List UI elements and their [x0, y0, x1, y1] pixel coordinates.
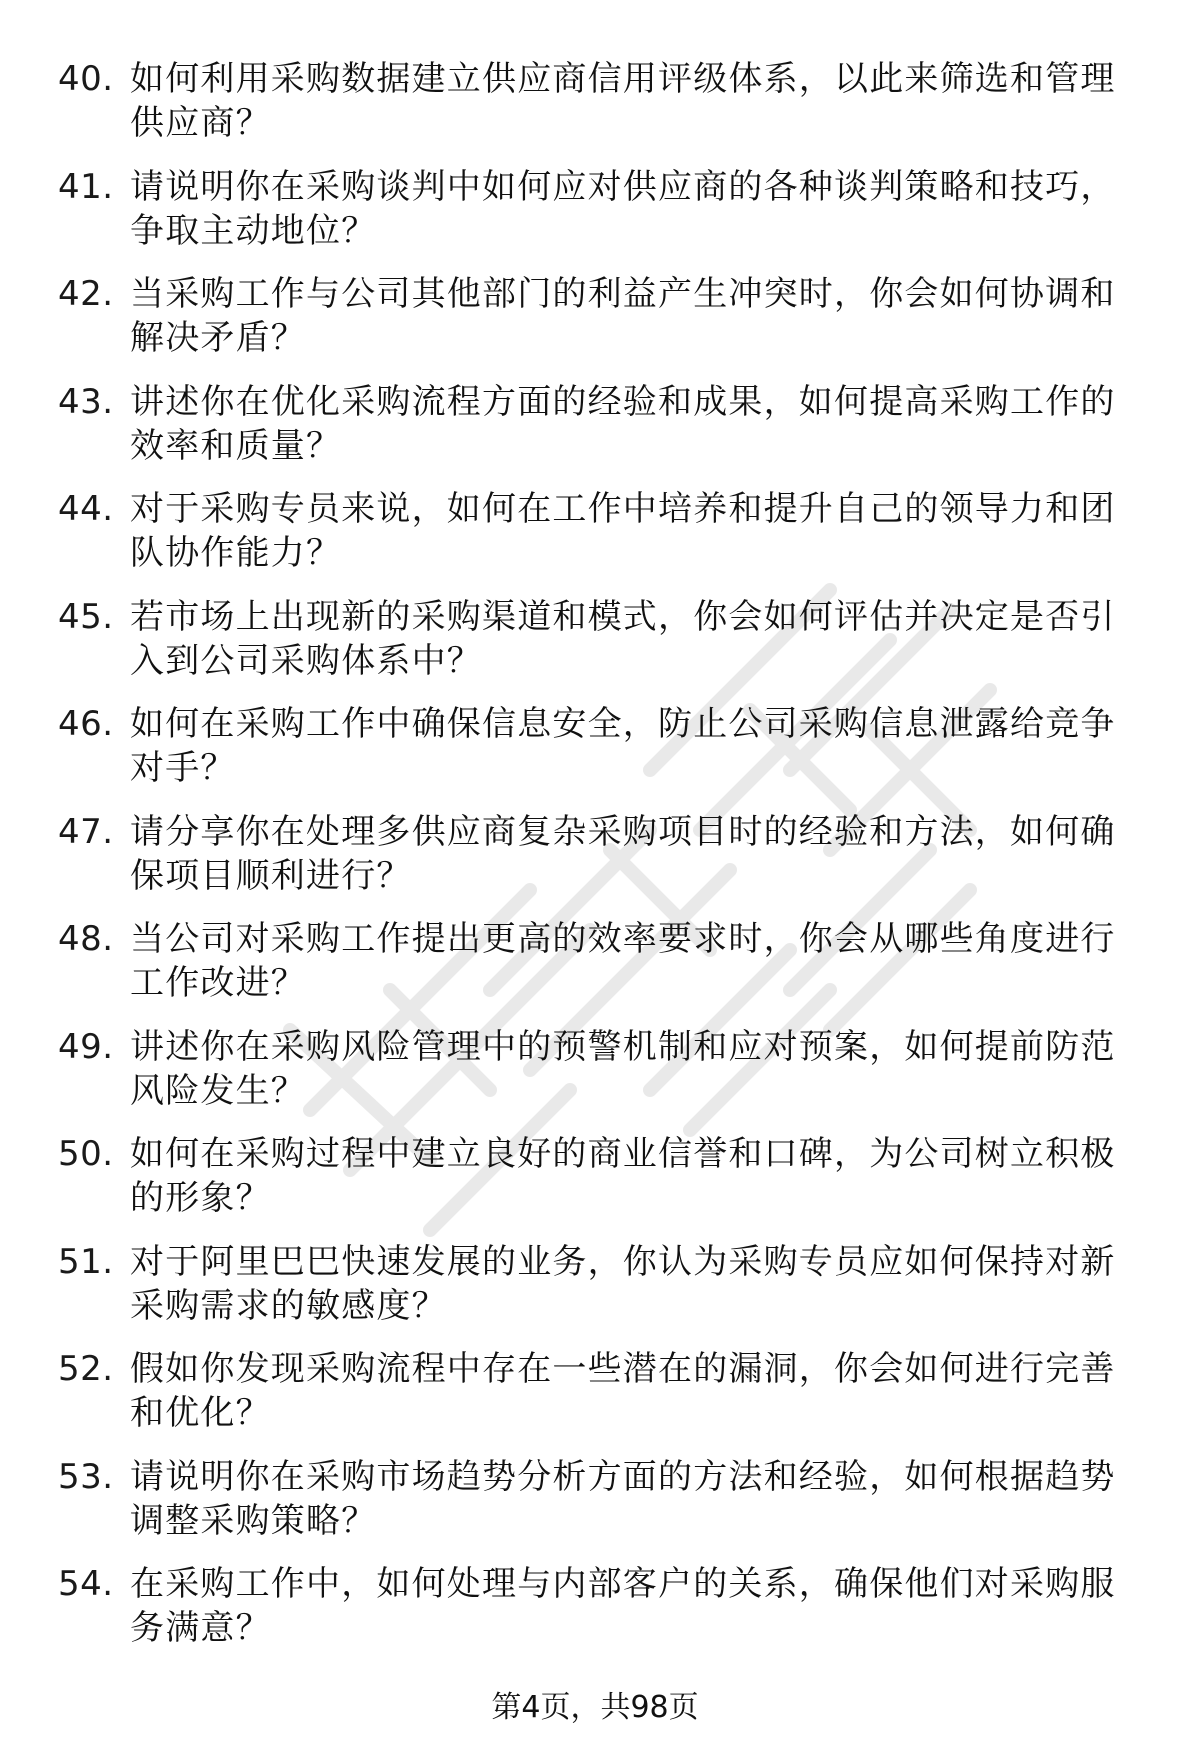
question-line: 供应商？ — [130, 103, 271, 143]
question-text — [130, 1132, 1190, 1220]
question-line: 在采购工作中，如何处理与内部客户的关系，确保他们对采购服 — [130, 1564, 1116, 1604]
list-item — [58, 156, 1148, 264]
list-item — [58, 1553, 1148, 1661]
question-number: 52. — [58, 1349, 114, 1389]
question-text — [130, 1562, 1190, 1650]
question-line: 风险发生？ — [130, 1070, 306, 1111]
question-text — [130, 1347, 1190, 1435]
question-list — [58, 48, 1148, 1661]
list-item — [58, 1231, 1148, 1339]
question-text — [130, 917, 1190, 1005]
list-item — [58, 693, 1148, 801]
question-number: 49. — [58, 1026, 114, 1067]
question-line: 对手？ — [130, 748, 236, 788]
question-number: 51. — [58, 1241, 114, 1282]
list-item — [58, 1016, 1148, 1124]
question-line: 采购需求的敏感度？ — [130, 1285, 447, 1326]
question-line: 如何利用采购数据建立供应商信用评级体系，以此来筛选和管理 — [130, 59, 1116, 99]
question-line: 调整采购策略？ — [130, 1500, 377, 1541]
question-number: 53. — [58, 1456, 114, 1497]
question-text — [130, 595, 1190, 683]
question-text — [130, 1455, 1190, 1543]
question-line: 当采购工作与公司其他部门的利益产生冲突时，你会如何协调和 — [130, 274, 1116, 314]
question-text — [130, 810, 1190, 898]
list-item — [58, 478, 1148, 586]
question-number: 40. — [58, 59, 114, 99]
page-footer: 第4页，共98页 — [491, 1690, 699, 1725]
question-number: 50. — [58, 1134, 114, 1174]
question-line: 保项目顺利进行？ — [130, 855, 412, 896]
question-line: 对于采购专员来说，如何在工作中培养和提升自己的领导力和团 — [130, 489, 1116, 529]
list-item — [58, 1123, 1148, 1231]
question-line: 如何在采购过程中建立良好的商业信誉和口碑，为公司树立积极 — [130, 1134, 1116, 1174]
question-text — [130, 487, 1190, 575]
question-text — [130, 57, 1190, 145]
question-number: 44. — [58, 489, 114, 529]
question-line: 务满意？ — [130, 1608, 271, 1648]
question-text — [130, 702, 1190, 790]
question-number: 54. — [58, 1564, 114, 1604]
question-number: 47. — [58, 811, 114, 852]
question-line: 请说明你在采购谈判中如何应对供应商的各种谈判策略和技巧， — [130, 166, 1116, 207]
question-line: 工作改进？ — [130, 963, 306, 1003]
question-text — [130, 165, 1190, 253]
question-text — [130, 1025, 1190, 1113]
question-line: 解决矛盾？ — [130, 318, 306, 358]
question-line: 入到公司采购体系中？ — [130, 640, 482, 681]
question-line: 如何在采购工作中确保信息安全，防止公司采购信息泄露给竞争 — [130, 704, 1116, 744]
question-line: 效率和质量？ — [130, 425, 342, 466]
question-number: 46. — [58, 704, 114, 744]
list-item — [58, 1446, 1148, 1554]
list-item — [58, 1338, 1148, 1446]
question-line: 当公司对采购工作提出更高的效率要求时，你会从哪些角度进行 — [130, 919, 1116, 959]
list-item — [58, 586, 1148, 694]
question-line: 队协作能力？ — [130, 533, 342, 573]
list-item — [58, 48, 1148, 156]
question-line: 请说明你在采购市场趋势分析方面的方法和经验，如何根据趋势 — [130, 1456, 1116, 1497]
question-text — [130, 272, 1190, 360]
question-line: 若市场上出现新的采购渠道和模式，你会如何评估并决定是否引 — [130, 596, 1116, 637]
list-item — [58, 263, 1148, 371]
question-text — [130, 1240, 1190, 1328]
question-number: 45. — [58, 596, 114, 637]
question-text — [130, 380, 1190, 468]
question-line: 和优化？ — [130, 1393, 271, 1433]
question-line: 讲述你在采购风险管理中的预警机制和应对预案，如何提前防范 — [130, 1026, 1116, 1067]
question-number: 43. — [58, 381, 114, 422]
question-number: 41. — [58, 166, 114, 207]
list-item — [58, 371, 1148, 479]
question-line: 假如你发现采购流程中存在一些潜在的漏洞，你会如何进行完善 — [130, 1349, 1116, 1389]
list-item — [58, 908, 1148, 1016]
question-line: 的形象？ — [130, 1178, 271, 1218]
question-line: 讲述你在优化采购流程方面的经验和成果，如何提高采购工作的 — [130, 381, 1116, 422]
question-number: 42. — [58, 274, 114, 314]
question-line: 对于阿里巴巴快速发展的业务，你认为采购专员应如何保持对新 — [130, 1241, 1116, 1282]
question-number: 48. — [58, 919, 114, 959]
question-line: 请分享你在处理多供应商复杂采购项目时的经验和方法，如何确 — [130, 811, 1116, 852]
list-item — [58, 801, 1148, 909]
question-line: 争取主动地位？ — [130, 210, 377, 251]
